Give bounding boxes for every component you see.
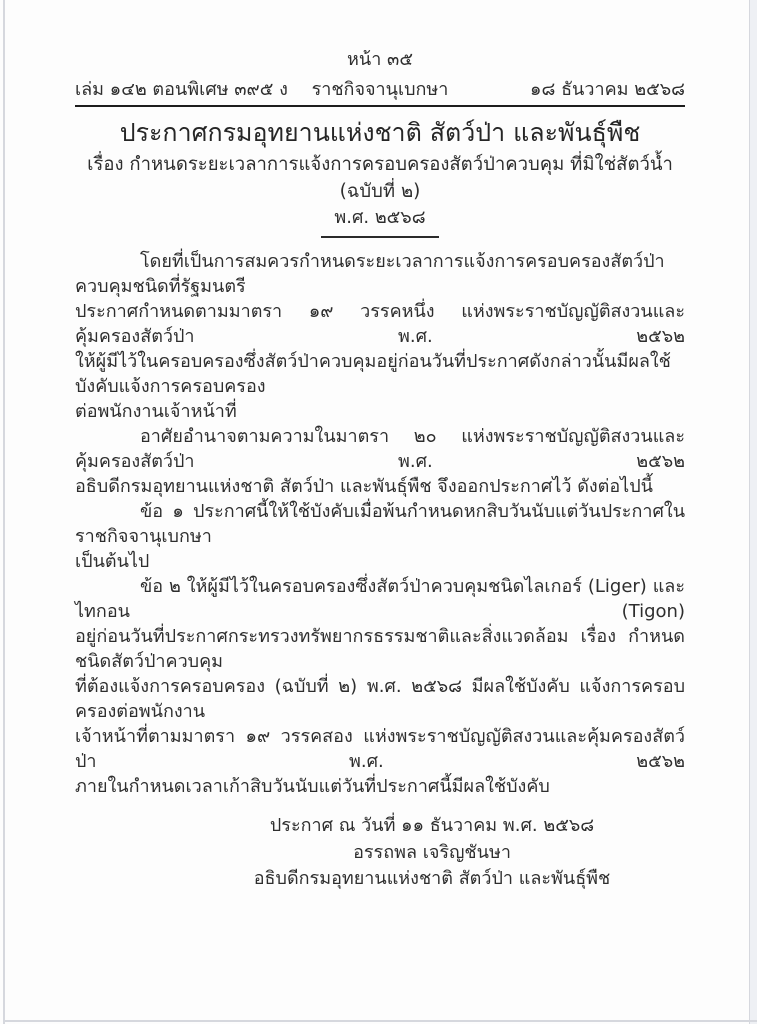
text-line: อยู่ก่อนวันที่ประกาศกระทรวงทรัพยากรธรรมชาติและสิ่งแวดล้อม เรื่อง กำหนดชนิดสัตว์ป่าควบคุม bbox=[75, 626, 685, 672]
text-line: โดยที่เป็นการสมควรกำหนดระยะเวลาการแจ้งการครอบครองสัตว์ป่าควบคุมชนิดที่รัฐมนตรี bbox=[75, 251, 665, 297]
announcement-subject: เรื่อง กำหนดระยะเวลาการแจ้งการครอบครองสัตว์ป่าควบคุม ที่มิใช่สัตว์น้ำ (ฉบับที่ ๒) bbox=[87, 154, 673, 202]
clause-1 bbox=[75, 499, 685, 574]
announcement-year: พ.ศ. ๒๕๖๘ bbox=[334, 207, 426, 228]
scan-edge-left bbox=[3, 0, 5, 1024]
signer-position: อธิบดีกรมอุทยานแห่งชาติ สัตว์ป่า และพันธุ์พืช bbox=[253, 868, 611, 889]
scan-edge-bottom bbox=[3, 1020, 757, 1022]
page-number: หน้า ๓๕ bbox=[347, 49, 413, 70]
preamble-paragraph bbox=[75, 249, 685, 424]
text-line: ให้ผู้มีไว้ในครอบครองซึ่งสัตว์ป่าควบคุมอยู่ก่อนวันที่ประกาศดังกล่าวนั้นมีผลใช้บังคับแจ้งการครอบครอง bbox=[75, 351, 671, 397]
text-line: อาศัยอำนาจตามความในมาตรา ๒๐ แห่งพระราชบัญญัติสงวนและคุ้มครองสัตว์ป่า พ.ศ. ๒๕๖๒ bbox=[75, 426, 685, 472]
text-line: เจ้าหน้าที่ตามมาตรา ๑๙ วรรคสอง แห่งพระราชบัญญัติสงวนและคุ้มครองสัตว์ป่า พ.ศ. ๒๕๖๒ bbox=[75, 726, 685, 772]
text-line: ที่ต้องแจ้งการครอบครอง (ฉบับที่ ๒) พ.ศ. ๒๕๖๘ มีผลใช้บังคับ แจ้งการครอบครองต่อพนักงาน bbox=[75, 676, 685, 722]
authority-paragraph bbox=[75, 424, 685, 499]
title-divider bbox=[321, 236, 439, 238]
volume-issue: เล่ม ๑๔๒ ตอนพิเศษ ๓๙๕ ง bbox=[75, 79, 288, 100]
gazette-name: ราชกิจจานุเบกษา bbox=[311, 79, 449, 100]
header-rule bbox=[75, 105, 685, 107]
text-line: ต่อพนักงานเจ้าหน้าที่ bbox=[75, 401, 237, 422]
text-line: ประกาศกำหนดตามมาตรา ๑๙ วรรคหนึ่ง แห่งพระราชบัญญัติสงวนและคุ้มครองสัตว์ป่า พ.ศ. ๒๕๖๒ bbox=[75, 301, 685, 347]
announcement-title: ประกาศกรมอุทยานแห่งชาติ สัตว์ป่า และพันธุ์พืช bbox=[119, 118, 641, 147]
clause-2 bbox=[75, 574, 685, 799]
signer-name: อรรถพล เจริญชันษา bbox=[353, 841, 511, 863]
text-line: ภายในกำหนดเวลาเก้าสิบวันนับแต่วันที่ประกาศนี้มีผลใช้บังคับ bbox=[75, 776, 550, 797]
announcement-body bbox=[75, 249, 685, 799]
text-line: ข้อ ๑ ประกาศนี้ให้ใช้บังคับเมื่อพ้นกำหนดหกสิบวันนับแต่วันประกาศในราชกิจจานุเบกษา bbox=[75, 501, 685, 547]
announcement-date-line: ประกาศ ณ วันที่ ๑๑ ธันวาคม พ.ศ. ๒๕๖๘ bbox=[269, 815, 595, 836]
text-line: อธิบดีกรมอุทยานแห่งชาติ สัตว์ป่า และพันธุ์พืช จึงออกประกาศไว้ ดังต่อไปนี้ bbox=[75, 476, 653, 497]
scan-edge-right bbox=[749, 0, 757, 1024]
gazette-header bbox=[75, 78, 685, 102]
publication-date: ๑๘ ธันวาคม ๒๕๖๘ bbox=[530, 79, 685, 100]
page-content bbox=[75, 0, 685, 893]
text-line: ข้อ ๒ ให้ผู้มีไว้ในครอบครองซึ่งสัตว์ป่าควบคุมชนิดไลเกอร์ (Liger) และไทกอน (Tigon) bbox=[75, 576, 685, 622]
text-line: เป็นต้นไป bbox=[75, 551, 150, 572]
signature-block bbox=[127, 813, 737, 893]
